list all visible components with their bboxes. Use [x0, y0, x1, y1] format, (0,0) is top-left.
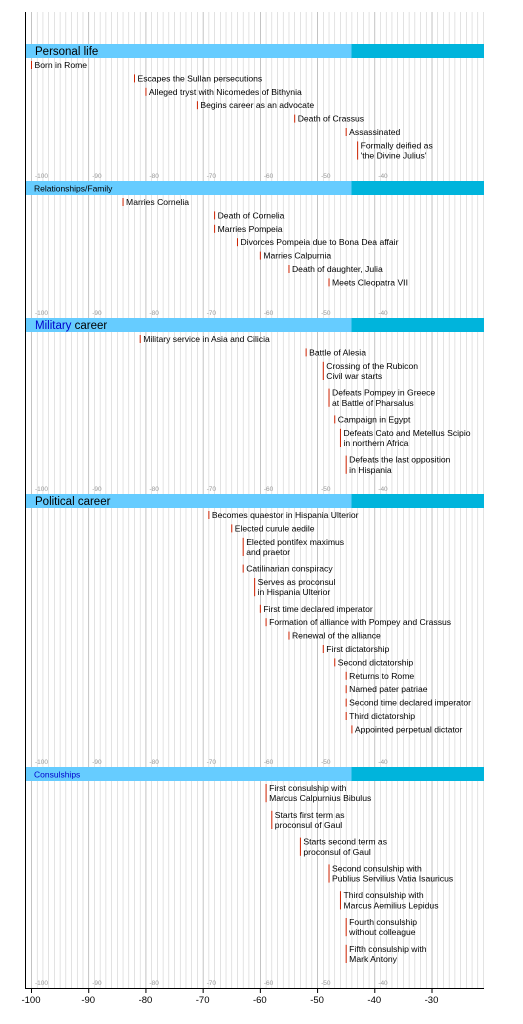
event-label: Marcus Calpurnius Bibulus [269, 793, 372, 804]
event-label: Starts second term as [303, 836, 388, 847]
event-label: Crossing of the Rubicon [326, 360, 419, 371]
event-label: Second time declared imperator [349, 697, 471, 708]
section-year-label: -80 [149, 759, 159, 766]
event-label: Starts first term as [274, 809, 345, 820]
section-year-label: -60 [263, 173, 274, 180]
section-title-part: career [71, 320, 108, 332]
event-label: First consulship with [269, 783, 347, 793]
event-label: Begins career as an advocate [200, 100, 315, 111]
event-label: and praetor [246, 547, 291, 557]
section-title [34, 770, 80, 780]
event-label: Marries Calpurnia [263, 250, 332, 261]
section-year-label: -100 [35, 759, 49, 766]
section-year-label: -70 [206, 759, 217, 766]
section-year-label: -80 [149, 173, 159, 180]
section-year-label: -50 [321, 310, 331, 317]
event-label: Campaign in Egypt [337, 414, 411, 425]
event-label: Defeats Cato and Metellus Scipio [343, 427, 471, 438]
event-label: Elected curule aedile [234, 523, 315, 534]
axis-tick-label: -50 [310, 995, 324, 1006]
event-label: Defeats Pompey in Greece [332, 387, 436, 398]
event-label: Publius Servilius Vatia Isauricus [332, 873, 454, 884]
section-year-label: -90 [92, 486, 102, 493]
event-label: Marcus Aemilius Lepidus [343, 900, 439, 911]
section-title [34, 184, 113, 194]
event-label: Born in Rome [34, 60, 88, 70]
axis-tick-label: -60 [252, 995, 267, 1006]
section-year-label: -40 [378, 759, 388, 766]
event-label: Marries Pompeia [217, 223, 283, 234]
event-label: Divorces Pompeia due to Bona Dea affair [240, 237, 399, 248]
section-year-label: -50 [321, 980, 331, 987]
event-label: in Hispania [349, 464, 392, 475]
event-label: Death of Cornelia [217, 210, 285, 221]
section-title [35, 46, 98, 58]
section-year-label: -80 [149, 486, 159, 493]
section-year-label: -100 [35, 310, 49, 317]
axis-tick-label: -90 [81, 995, 96, 1006]
section-bar-highlight [351, 318, 484, 332]
section-year-label: -60 [263, 486, 274, 493]
section-year-label: -60 [263, 980, 274, 987]
section-year-label: -70 [206, 980, 217, 987]
section-title-part: Military [35, 320, 72, 332]
section-title-part: Personal life [35, 46, 99, 58]
event-label: Serves as proconsul [257, 577, 336, 587]
section-year-label: -90 [92, 980, 102, 987]
axis-tick-label: -80 [138, 995, 153, 1006]
section-year-label: -50 [321, 759, 331, 766]
event-label: Fifth consulship with [349, 943, 427, 954]
section-title-part: Consulships [34, 769, 81, 780]
event-label: proconsul of Gaul [303, 846, 371, 857]
event-label: Death of Crassus [297, 113, 365, 124]
event-label: Assassinated [349, 127, 401, 137]
section-title-part: Political career [35, 496, 111, 508]
event-label: 'the Divine Julius' [360, 150, 427, 161]
event-label: Escapes the Sullan persecutions [137, 73, 263, 84]
event-label: Named pater patriae [349, 684, 428, 695]
section-year-label: -40 [378, 486, 388, 493]
event-label: Defeats the last opposition [349, 454, 451, 465]
section-year-label: -100 [35, 486, 49, 493]
event-label: Third consulship with [343, 890, 424, 901]
section-bar-highlight [351, 44, 484, 58]
event-label: Military service in Asia and Cilicia [143, 334, 270, 344]
event-label: Battle of Alesia [309, 347, 366, 358]
event-label: Formation of alliance with Pompey and Crassus [269, 617, 452, 628]
section-title-part: Relationships/Family [34, 183, 113, 194]
event-label: Meets Cleopatra VII [332, 277, 408, 288]
event-label: Second dictatorship [337, 657, 414, 668]
event-label: in northern Africa [343, 438, 409, 448]
event-label: Death of daughter, Julia [291, 264, 383, 274]
event-label: without colleague [349, 927, 416, 938]
section-bar-highlight [351, 181, 484, 195]
section-year-label: -70 [206, 310, 217, 317]
event-label: Renewal of the alliance [291, 630, 381, 641]
section-year-label: -80 [149, 980, 159, 987]
section-year-label: -40 [378, 980, 388, 987]
event-label: Third dictatorship [349, 711, 416, 721]
section-title [35, 320, 107, 332]
section-year-label: -50 [321, 486, 331, 493]
event-label: First dictatorship [326, 644, 390, 654]
event-label: Appointed perpetual dictator [354, 724, 463, 735]
axis-tick-label: -40 [367, 995, 382, 1006]
event-label: First time declared imperator [263, 603, 373, 614]
section-year-label: -90 [92, 310, 102, 317]
section-year-label: -40 [378, 173, 388, 180]
section-title [35, 496, 111, 508]
event-label: Second consulship with [332, 863, 422, 874]
section-year-label: -60 [263, 759, 274, 766]
axis-tick-label: -100 [21, 995, 41, 1006]
section-year-label: -50 [321, 173, 331, 180]
section-bar-highlight [351, 494, 484, 508]
section-year-label: -100 [35, 980, 49, 987]
axis-tick-label: -30 [424, 995, 439, 1006]
axis-tick-label: -70 [195, 995, 210, 1006]
section-year-label: -90 [92, 759, 102, 766]
section-year-label: -90 [92, 173, 102, 180]
section-year-label: -80 [149, 310, 159, 317]
event-label: Mark Antony [349, 954, 397, 964]
event-label: Marries Cornelia [126, 197, 190, 207]
event-label: Formally deified as [360, 140, 433, 151]
section-bar-highlight [351, 767, 484, 781]
event-label: Elected pontifex maximus [246, 536, 345, 547]
event-label: Civil war starts [326, 371, 383, 381]
event-label: proconsul of Gaul [274, 820, 343, 830]
event-label: Alleged tryst with Nicomedes of Bithynia [148, 86, 302, 97]
event-label: Becomes quaestor in Hispania Ulterior [211, 510, 359, 520]
event-label: Fourth consulship [349, 917, 418, 927]
section-year-label: -70 [206, 173, 217, 180]
section-year-label: -60 [263, 310, 274, 317]
event-label: Returns to Rome [349, 670, 415, 681]
section-year-label: -40 [378, 310, 388, 317]
event-label: in Hispania Ulterior [257, 587, 331, 598]
event-label: at Battle of Pharsalus [332, 397, 414, 408]
section-year-label: -70 [206, 486, 217, 493]
event-label: Catilinarian conspiracy [246, 563, 333, 574]
section-year-label: -100 [35, 173, 49, 180]
